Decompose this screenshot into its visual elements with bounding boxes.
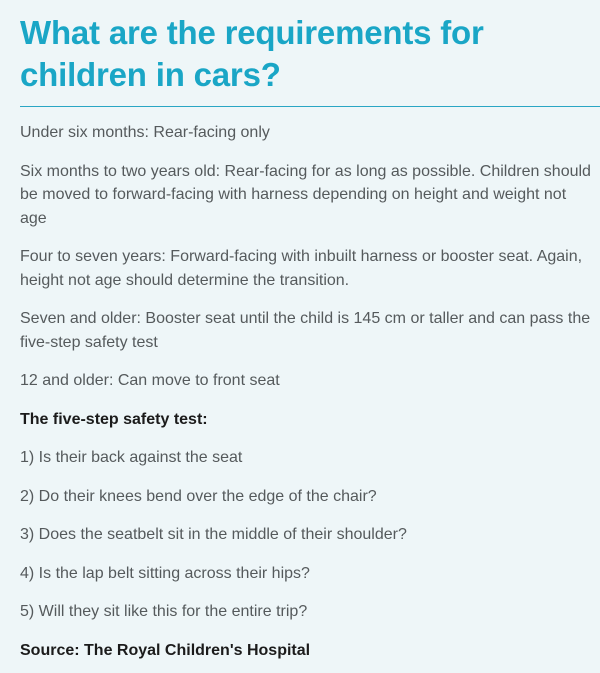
safety-test-step: 4) Is the lap belt sitting across their hips? (20, 564, 310, 582)
safety-test-heading: The five-step safety test: (20, 410, 208, 428)
safety-test-step: 3) Does the seatbelt sit in the middle of their shoulder? (20, 526, 407, 543)
requirement-under-six-months: Under six months: Rear-facing only (20, 124, 270, 141)
article-body (20, 121, 595, 662)
page-title: What are the requirements for children in cars? (20, 14, 484, 93)
title-divider (20, 106, 600, 107)
requirement-four-to-seven-years: Four to seven years: Forward-facing with inbuilt harness or booster seat. Again, height not age should determine the transition. (20, 248, 583, 289)
source-credit: Source: The Royal Children's Hospital (20, 641, 311, 659)
safety-test-step: 2) Do their knees bend over the edge of the chair? (20, 487, 377, 505)
requirement-six-months-to-two-years: Six months to two years old: Rear-facing for as long as possible. Children should be moved to forward-facing with harness depending on height and weight not age (20, 162, 591, 227)
safety-test-step: 5) Will they sit like this for the entire trip? (20, 603, 308, 620)
safety-test-step: 1) Is their back against the seat (20, 449, 243, 466)
requirement-twelve-and-older: 12 and older: Can move to front seat (20, 372, 280, 389)
requirement-seven-and-older: Seven and older: Booster seat until the child is 145 cm or taller and can pass the five-step safety test (20, 310, 591, 351)
